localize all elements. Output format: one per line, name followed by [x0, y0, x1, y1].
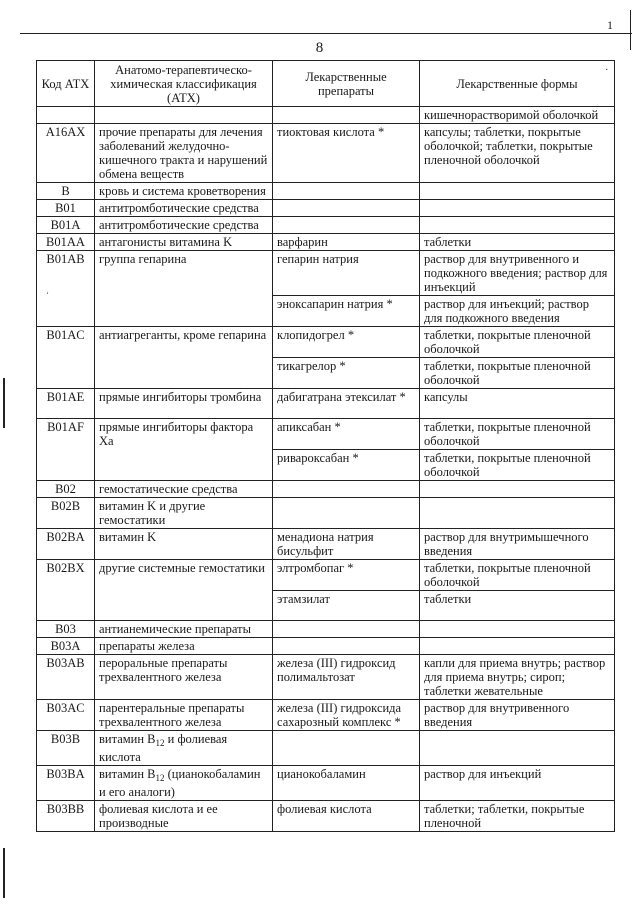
scan-edge-mark [3, 848, 5, 898]
classification-cell: витамин K [95, 529, 273, 560]
atc-table [36, 60, 615, 832]
table-row [37, 217, 615, 234]
header-code: Код АТХ [37, 61, 95, 107]
classification-cell: антиагреганты, кроме гепарина [95, 327, 273, 389]
forms-cell [420, 200, 615, 217]
code-cell: B01AF [37, 419, 95, 481]
drug-cell: клопидогрел * [273, 327, 420, 358]
forms-cell [420, 621, 615, 638]
code-cell: B03BA [37, 766, 95, 801]
classification-cell: антагонисты витамина K [95, 234, 273, 251]
code-cell: B03AB [37, 655, 95, 700]
forms-cell: капли для приема внутрь; раствор для приема внутрь; сироп; таблетки жевательные [420, 655, 615, 700]
code-cell: B [37, 183, 95, 200]
forms-cell [420, 217, 615, 234]
drug-cell: дабигатрана этексилат * [273, 389, 420, 419]
forms-cell [420, 638, 615, 655]
classification-cell: гемостатические средства [95, 481, 273, 498]
corner-mark: 1 [607, 18, 613, 32]
classification-text: витамин B [99, 732, 156, 746]
table-row [37, 183, 615, 200]
classification-cell: прямые ингибиторы тромбина [95, 389, 273, 419]
code-cell: B03AC [37, 700, 95, 731]
page-number: 8 [315, 40, 324, 56]
table-row [37, 498, 615, 529]
drug-cell: менадиона натрия бисульфит [273, 529, 420, 560]
table-header-row [37, 61, 615, 107]
table-row [37, 200, 615, 217]
forms-cell: таблетки; таблетки, покрытые пленочной [420, 801, 615, 832]
classification-text: (цианокобаламин и его аналоги) [99, 767, 261, 799]
classification-cell: прямые ингибиторы фактора Xa [95, 419, 273, 481]
code-cell: B03A [37, 638, 95, 655]
drug-cell [273, 621, 420, 638]
classification-text: витамин B [99, 767, 156, 781]
code-cell: B03BB [37, 801, 95, 832]
classification-cell: витамин K и другие гемостатики [95, 498, 273, 529]
drug-cell: гепарин натрия [273, 251, 420, 296]
forms-cell: раствор для внутривенного введения [420, 700, 615, 731]
drug-cell [273, 107, 420, 124]
drug-cell: железа (III) гидроксид полимальтозат [273, 655, 420, 700]
forms-cell: таблетки, покрытые пленочной оболочкой [420, 327, 615, 358]
classification-text: и фолиевая кислота [99, 732, 228, 764]
header-drugs: Лекарственные препараты [273, 61, 420, 107]
code-cell: B01 [37, 200, 95, 217]
table-row [37, 801, 615, 832]
drug-cell: элтромбопаг * [273, 560, 420, 591]
classification-cell: прочие препараты для лечения заболеваний желудочно-кишечного тракта и нарушений обмена веществ [95, 124, 273, 183]
forms-cell: капсулы [420, 389, 615, 419]
drug-cell [273, 481, 420, 498]
code-cell [37, 107, 95, 124]
code-cell: B01AC [37, 327, 95, 389]
table-row [37, 638, 615, 655]
table-row [37, 251, 615, 296]
classification-cell: парентеральные препараты трехвалентного железа [95, 700, 273, 731]
table-row [37, 655, 615, 700]
drug-cell: железа (III) гидроксида сахарозный комплекс * [273, 700, 420, 731]
table-row [37, 529, 615, 560]
forms-cell [420, 481, 615, 498]
classification-cell: фолиевая кислота и ее производные [95, 801, 273, 832]
header-forms-label: Лекарственные формы [456, 76, 578, 91]
forms-cell: таблетки [420, 234, 615, 251]
classification-cell: антитромботические средства [95, 200, 273, 217]
scan-edge-mark [3, 378, 5, 428]
code-cell: B01AA [37, 234, 95, 251]
forms-cell: таблетки, покрытые пленочной оболочкой [420, 419, 615, 450]
subscript: 12 [155, 773, 165, 783]
table-row [37, 621, 615, 638]
classification-cell [95, 107, 273, 124]
table-row [37, 327, 615, 358]
classification-cell: пероральные препараты трехвалентного железа [95, 655, 273, 700]
table-row [37, 481, 615, 498]
top-rule [20, 33, 632, 34]
table-row [37, 107, 615, 124]
forms-cell: раствор для внутривенного и подкожного введения; раствор для инъекций [420, 251, 615, 296]
classification-cell: группа гепарина [95, 251, 273, 327]
code-cell: B01AB [37, 251, 95, 327]
classification-cell: антианемические препараты [95, 621, 273, 638]
drug-cell [273, 200, 420, 217]
code-cell: B01A [37, 217, 95, 234]
classification-cell: препараты железа [95, 638, 273, 655]
drug-cell: этамзилат [273, 591, 420, 621]
classification-cell [95, 766, 273, 801]
table-row [37, 560, 615, 591]
forms-cell: капсулы; таблетки, покрытые оболочкой; таблетки, покрытые пленочной оболочкой [420, 124, 615, 183]
forms-cell: таблетки, покрытые пленочной оболочкой [420, 450, 615, 481]
classification-cell [95, 731, 273, 766]
forms-cell: таблетки, покрытые пленочной оболочкой [420, 560, 615, 591]
drug-cell [273, 638, 420, 655]
stray-mark: ‘ [46, 290, 49, 300]
drug-cell [273, 498, 420, 529]
forms-cell: раствор для инъекций [420, 766, 615, 801]
forms-cell: раствор для инъекций; раствор для подкожного введения [420, 296, 615, 327]
code-cell: B02 [37, 481, 95, 498]
header-classification: Анатомо-терапевтическо-химическая классификация (АТХ) [95, 61, 273, 107]
drug-cell: эноксапарин натрия * [273, 296, 420, 327]
table-row [37, 389, 615, 419]
drug-cell: цианокобаламин [273, 766, 420, 801]
drug-cell: ривароксабан * [273, 450, 420, 481]
table-row [37, 731, 615, 766]
forms-cell [420, 731, 615, 766]
forms-cell: таблетки [420, 591, 615, 621]
drug-cell [273, 731, 420, 766]
code-cell: B01AE [37, 389, 95, 419]
table-row [37, 419, 615, 450]
classification-cell: кровь и система кроветворения [95, 183, 273, 200]
table-row [37, 766, 615, 801]
code-cell: B02B [37, 498, 95, 529]
drug-cell: варфарин [273, 234, 420, 251]
header-mark: . [605, 62, 608, 73]
subscript: 12 [155, 738, 165, 748]
forms-cell: раствор для внутримышечного введения [420, 529, 615, 560]
drug-cell: фолиевая кислота [273, 801, 420, 832]
code-cell: A16AX [37, 124, 95, 183]
code-cell: B03B [37, 731, 95, 766]
code-cell: B02BA [37, 529, 95, 560]
drug-cell: апиксабан * [273, 419, 420, 450]
drug-cell: тикагрелор * [273, 358, 420, 389]
drug-cell: тиоктовая кислота * [273, 124, 420, 183]
forms-cell [420, 498, 615, 529]
forms-cell: кишечнорастворимой оболочкой [420, 107, 615, 124]
classification-cell: другие системные гемостатики [95, 560, 273, 621]
code-cell: B03 [37, 621, 95, 638]
scan-edge-mark [630, 10, 631, 50]
drug-cell [273, 183, 420, 200]
table-row [37, 124, 615, 183]
classification-cell: антитромботические средства [95, 217, 273, 234]
header-forms [420, 61, 615, 107]
code-cell: B02BX [37, 560, 95, 621]
forms-cell: таблетки, покрытые пленочной оболочкой [420, 358, 615, 389]
table-row [37, 700, 615, 731]
forms-cell [420, 183, 615, 200]
table-row [37, 234, 615, 251]
drug-cell [273, 217, 420, 234]
